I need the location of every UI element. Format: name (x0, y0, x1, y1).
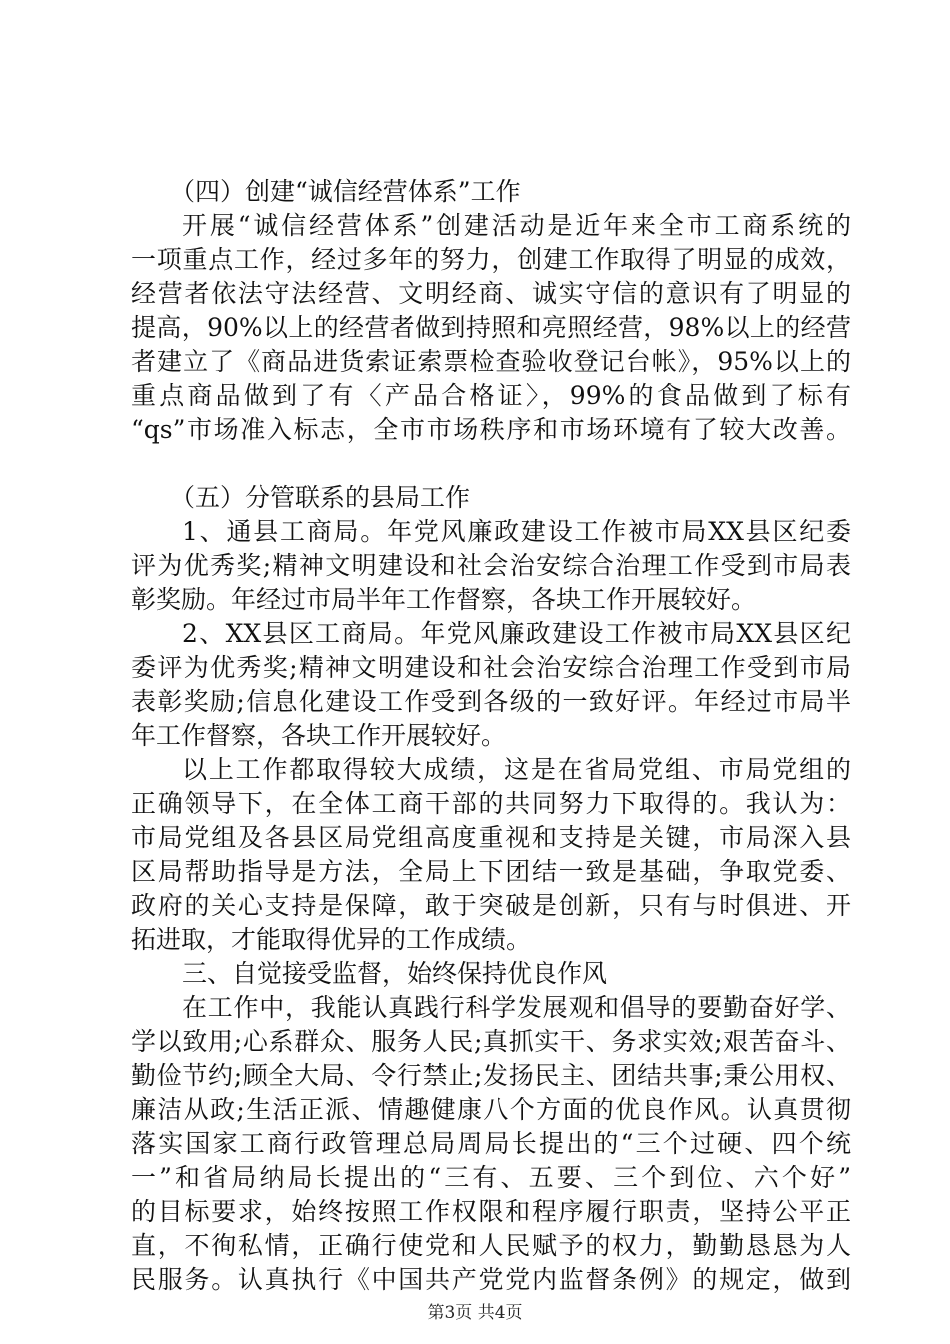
paragraph-line: 在工作中，我能认真践行科学发展观和倡导的要勤奋好学、 (182, 993, 851, 1022)
paragraph-line: 区局帮助指导是方法，全局上下团结一致是基础，争取党委、 (131, 857, 851, 886)
paragraph-line: 开展“诚信经营体系”创建活动是近年来全市工商系统的 (182, 211, 851, 240)
paragraph-line: 1、通县工商局。年党风廉政建设工作被市局XX县区纪委 (182, 517, 851, 546)
paragraph-line: 学以致用;心系群众、服务人民;真抓实干、务求实效;艰苦奋斗、 (131, 1027, 851, 1056)
paragraph-line: 一项重点工作，经过多年的努力，创建工作取得了明显的成效， (131, 245, 851, 274)
paragraph-line: 的目标要求，始终按照工作权限和程序履行职责，坚持公平正 (131, 1197, 851, 1226)
page-number-footer: 第3页 共4页 (427, 1303, 523, 1323)
paragraph-line: 委评为优秀奖;精神文明建设和社会治安综合治理工作受到市局 (131, 653, 851, 682)
paragraph-line: 提高，90%以上的经营者做到持照和亮照经营，98%以上的经营 (131, 313, 851, 342)
section-heading-5: （五）分管联系的县局工作 (170, 483, 471, 512)
paragraph-line: 正确领导下，在全体工商干部的共同努力下取得的。我认为： (131, 789, 851, 818)
paragraph-line: 经营者依法守法经营、文明经商、诚实守信的意识有了明显的 (131, 279, 851, 308)
paragraph-line: 2、XX县区工商局。年党风廉政建设工作被市局XX县区纪 (182, 619, 851, 648)
paragraph-line: 政府的关心支持是保障，敢于突破是创新，只有与时俱进、开 (131, 891, 851, 920)
paragraph-line: 表彰奖励;信息化建设工作受到各级的一致好评。年经过市局半 (131, 687, 851, 716)
paragraph-line: 以上工作都取得较大成绩，这是在省局党组、市局党组的 (182, 755, 851, 784)
paragraph-line: 年工作督察，各块工作开展较好。 (131, 721, 507, 750)
paragraph-line: 评为优秀奖;精神文明建设和社会治安综合治理工作受到市局表 (131, 551, 851, 580)
paragraph-line: 彰奖励。年经过市局半年工作督察，各块工作开展较好。 (131, 585, 757, 614)
paragraph-line: 落实国家工商行政管理总局周局长提出的“三个过硬、四个统 (131, 1129, 851, 1158)
paragraph-line: 廉洁从政;生活正派、情趣健康八个方面的优良作风。认真贯彻 (131, 1095, 851, 1124)
paragraph-line: 民服务。认真执行《中国共产党党内监督条例》的规定，做到 (131, 1265, 851, 1294)
paragraph-line: 直，不徇私情，正确行使党和人民赋予的权力，勤勤恳恳为人 (131, 1231, 851, 1260)
paragraph-line: “qs”市场准入标志，全市市场秩序和市场环境有了较大改善。 (131, 415, 851, 444)
paragraph-line: 拓进取，才能取得优异的工作成绩。 (131, 925, 532, 954)
paragraph-line: 者建立了《商品进货索证索票检查验收登记台帐》，95%以上的 (131, 347, 851, 376)
section-heading-4: （四）创建“诚信经营体系”工作 (170, 177, 521, 206)
paragraph-line: 一”和省局纳局长提出的“三有、五要、三个到位、六个好” (131, 1163, 851, 1192)
paragraph-line: 重点商品做到了有〈产品合格证〉，99%的食品做到了标有 (131, 381, 851, 410)
section-heading-3: 三、自觉接受监督，始终保持优良作风 (182, 959, 608, 988)
paragraph-line: 市局党组及各县区局党组高度重视和支持是关键，市局深入县 (131, 823, 851, 852)
paragraph-line: 勤俭节约;顾全大局、令行禁止;发扬民主、团结共事;秉公用权、 (131, 1061, 851, 1090)
